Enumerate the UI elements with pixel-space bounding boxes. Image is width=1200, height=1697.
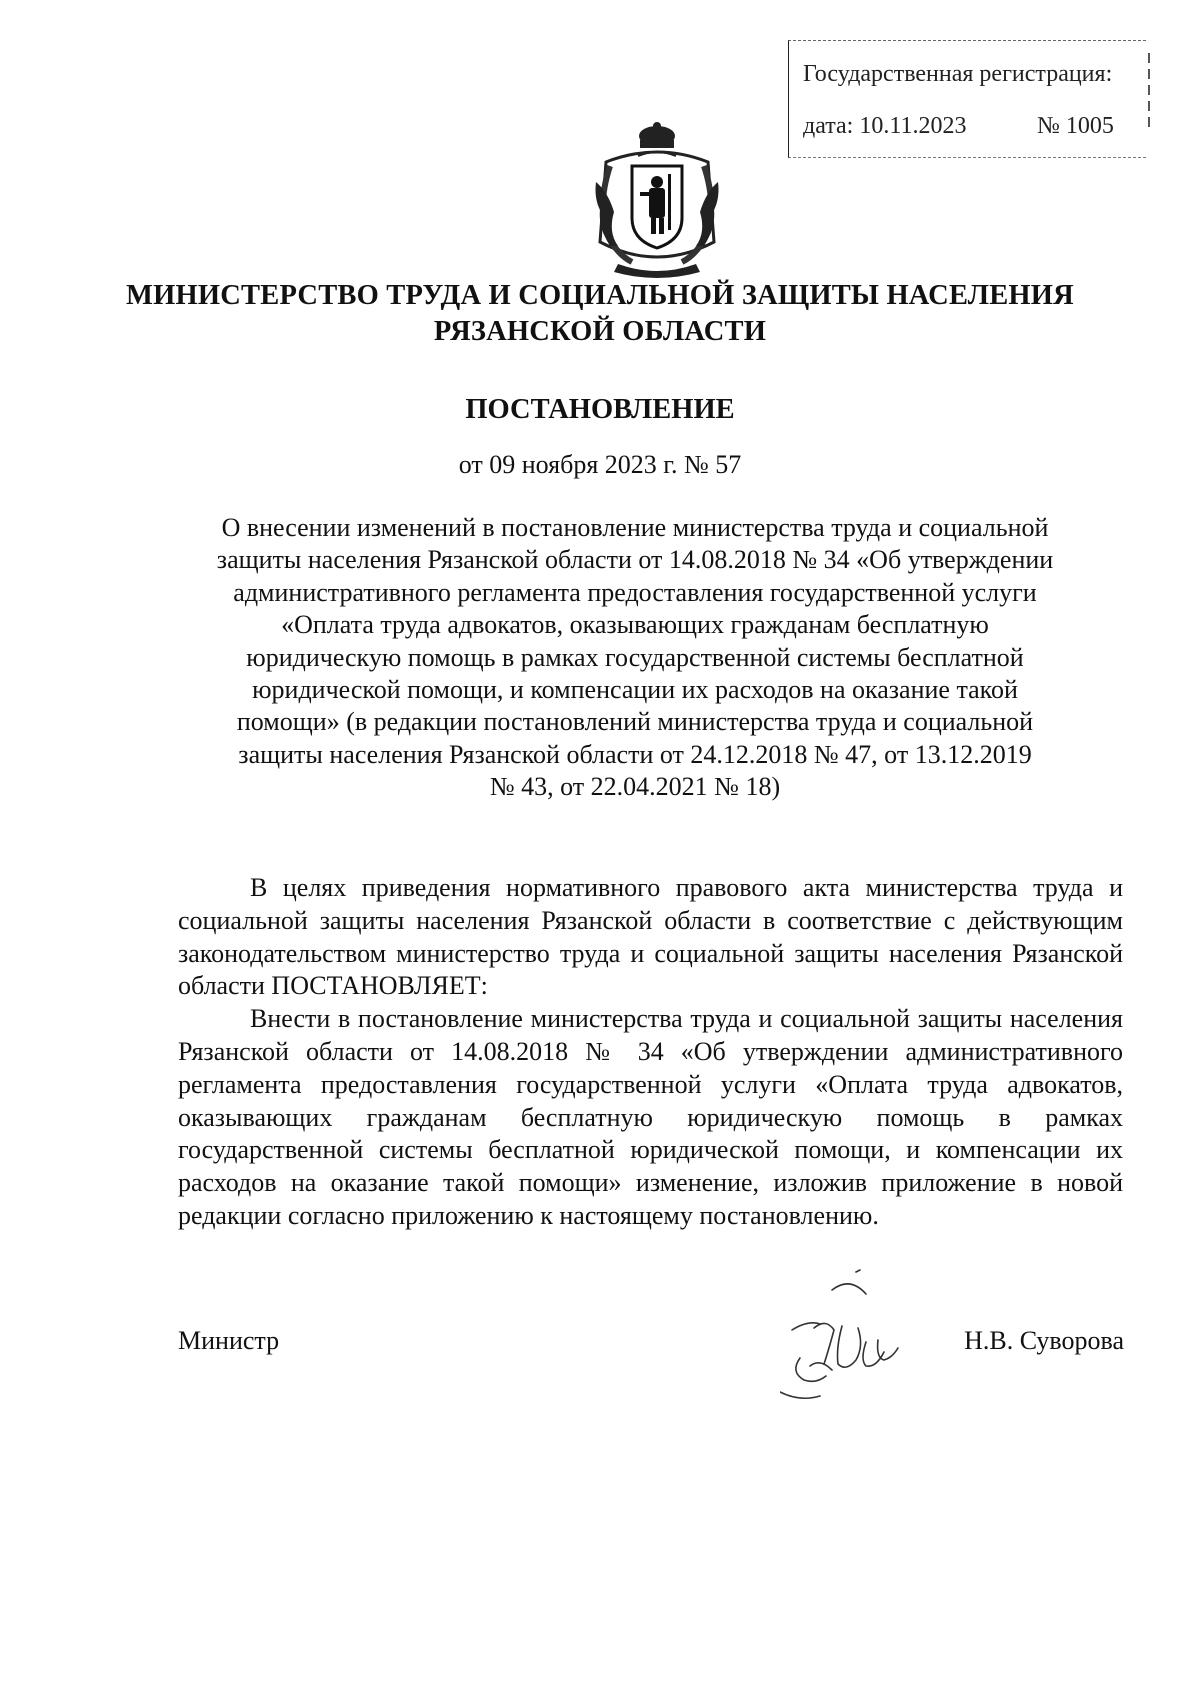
subject-line: «Оплата труда адвокатов, оказывающих гражданам бесплатную: [281, 610, 989, 640]
registration-number: № 1005: [1037, 113, 1114, 139]
signer-position: Министр: [178, 1326, 280, 1355]
body-paragraph-2: Внести в постановление министерства труда и социальной защиты населения Рязанской области от 14.08.2018 № 34 «Об утверждении административного регламента предоставления государственной услуги «Оплата труда адвокатов, оказывающих гражданам бесплатную юридическую помощь в рамках государственной системы бесплатной юридической помощи, и компенсации их расходов на оказание такой помощи» изменение, изложив приложение в новой редакции согласно приложению к настоящему постановлению.: [178, 1004, 1123, 1230]
registration-title: Государственная регистрация:: [803, 61, 1113, 87]
ministry-line-2: РЯЗАНСКОЙ ОБЛАСТИ: [433, 316, 767, 347]
body-paragraph-1: В целях приведения нормативного правового акта министерства труда и социальной защиты населения Рязанской области в соответствие с действующим законодательством министерство труда и социальной защиты населения Рязанской области ПОСТАНОВЛЯЕТ:: [178, 873, 1123, 1001]
ministry-line-1: МИНИСТЕРСТВО ТРУДА И СОЦИАЛЬНОЙ ЗАЩИТЫ НАСЕЛЕНИЯ: [126, 280, 1074, 311]
subject-line: защиты населения Рязанской области от 24.12.2018 № 47, от 13.12.2019: [238, 739, 1032, 769]
handwritten-signature-icon: [780, 1268, 950, 1418]
document-date-number: от 09 ноября 2023 г. № 57: [458, 450, 742, 479]
registration-date: дата: 10.11.2023: [803, 113, 967, 139]
ryazan-coat-of-arms-icon: [588, 122, 726, 280]
signer-name: Н.В. Суворова: [964, 1326, 1124, 1355]
document-type: ПОСТАНОВЛЕНИЕ: [465, 394, 735, 425]
document-subject: [190, 512, 1080, 804]
stamp-edge: [1148, 53, 1150, 133]
subject-line: помощи» (в редакции постановлений министерства труда и социальной: [236, 707, 1034, 737]
subject-line: юридической помощи, и компенсации их расходов на оказание такой: [252, 675, 1018, 705]
subject-line: О внесении изменений в постановление министерства труда и социальной: [221, 513, 1049, 542]
subject-line: № 43, от 22.04.2021 № 18): [489, 772, 781, 802]
ministry-name: [0, 278, 1200, 350]
subject-line: административного регламента предоставления государственной услуги: [233, 577, 1037, 607]
registration-stamp: [788, 40, 1146, 158]
subject-line: юридическую помощь в рамках государственной системы бесплатной: [246, 642, 1024, 672]
subject-line: защиты населения Рязанской области от 14.08.2018 № 34 «Об утверждении: [216, 545, 1054, 575]
document-body: [178, 872, 1123, 1233]
